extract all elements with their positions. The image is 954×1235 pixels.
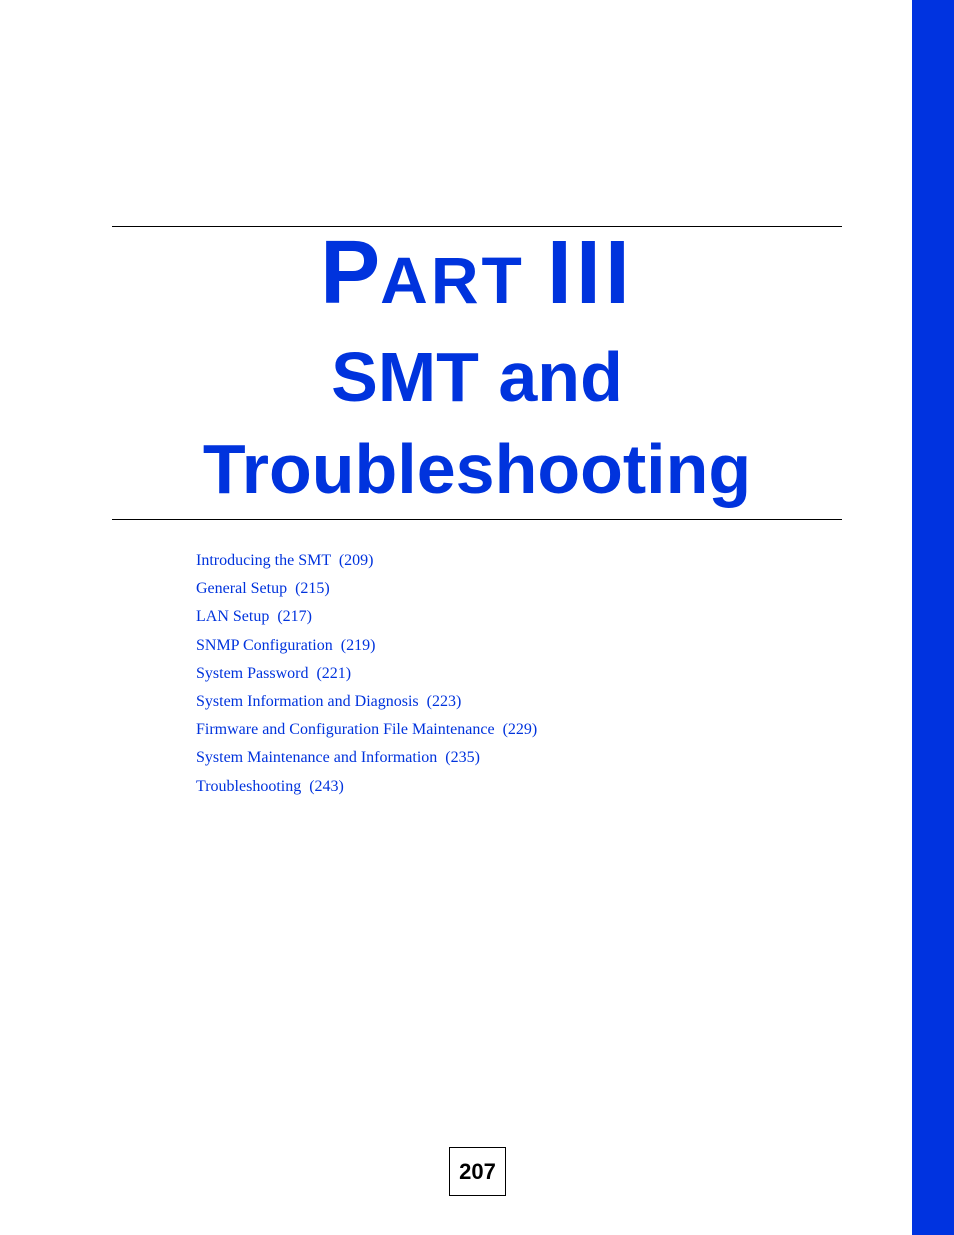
part-numeral: III (546, 223, 634, 323)
list-item (196, 606, 537, 634)
list-item (196, 578, 537, 606)
list-item (196, 747, 537, 775)
chapter-link-general-setup[interactable]: General Setup (215) (196, 580, 330, 598)
list-item (196, 691, 537, 719)
chapter-link-system-maintenance-and-information[interactable]: System Maintenance and Information (235) (196, 749, 480, 767)
chapter-link-firmware-and-configuration-file-maintenance[interactable]: Firmware and Configuration File Maintenance (229) (196, 721, 538, 739)
list-item (196, 776, 537, 804)
list-item (196, 635, 537, 663)
side-tab-bar (912, 0, 954, 1235)
page-number: 207 (449, 1147, 506, 1196)
chapter-link-system-password[interactable]: System Password (221) (196, 664, 352, 682)
chapter-link-lan-setup[interactable]: LAN Setup (217) (196, 608, 312, 626)
part-title-line-1: SMT and (331, 338, 623, 416)
part-smallcaps: ART (380, 243, 525, 317)
list-item (196, 550, 537, 578)
list-item (196, 719, 537, 747)
chapter-link-troubleshooting[interactable]: Troubleshooting (243) (196, 777, 344, 795)
bottom-rule (112, 519, 842, 520)
chapter-link-snmp-configuration[interactable]: SNMP Configuration (219) (196, 636, 376, 654)
part-initial: P (320, 223, 381, 323)
chapter-link-introducing-the-smt[interactable]: Introducing the SMT (209) (196, 552, 374, 569)
top-rule (112, 226, 842, 227)
part-title-line-2: Troubleshooting (202, 430, 752, 508)
chapter-link-system-information-and-diagnosis[interactable]: System Information and Diagnosis (223) (196, 692, 462, 710)
chapter-list (196, 550, 537, 804)
list-item (196, 663, 537, 691)
